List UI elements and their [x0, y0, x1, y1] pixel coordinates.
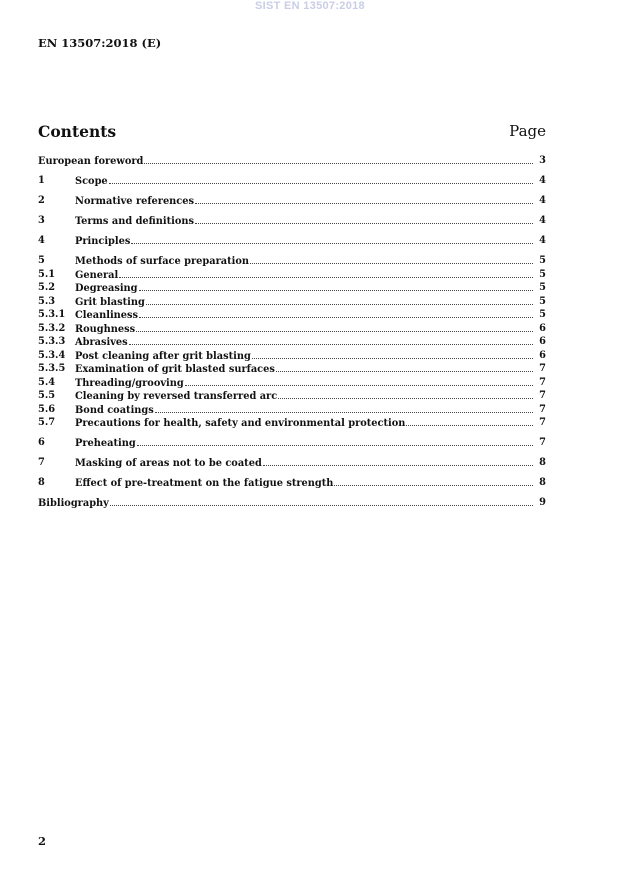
toc-entry-line	[75, 403, 534, 418]
toc-entry-title: Preheating	[75, 438, 136, 449]
toc-entry-number: 8	[38, 477, 45, 488]
dot-leader	[139, 308, 533, 318]
dot-leader	[119, 268, 533, 278]
toc-entry[interactable]	[38, 268, 546, 282]
toc-entry-page: 7	[539, 403, 546, 415]
toc-entry-title: Normative references	[75, 196, 195, 207]
toc-entry-number: 4	[38, 235, 45, 246]
toc-entry[interactable]	[38, 295, 546, 309]
toc-entry-number: 1	[38, 175, 45, 186]
dot-leader	[195, 194, 533, 204]
toc-entry-title: Post cleaning after grit blasting	[75, 350, 251, 362]
page-number: 2	[38, 834, 47, 848]
toc-entry-title: Cleanliness	[75, 310, 139, 321]
toc-entry-number: 5.3.2	[38, 322, 66, 334]
dot-leader	[146, 295, 533, 305]
toc-entry-number: 5.3	[38, 295, 56, 307]
toc-entry-line	[75, 362, 534, 377]
toc-entry[interactable]	[38, 234, 546, 248]
toc-entry-number: 5.4	[38, 376, 56, 388]
toc-entry-title: Bond coatings	[75, 404, 154, 416]
dot-leader	[131, 234, 533, 244]
standard-id: EN 13507:2018 (E)	[38, 36, 162, 50]
toc-entry-title: General	[75, 269, 119, 281]
dot-leader	[185, 376, 533, 386]
toc-entry-title: Effect of pre-treatment on the fatigue strength	[75, 478, 334, 489]
toc-entry-line	[38, 154, 534, 169]
toc-entry-page: 3	[539, 155, 546, 166]
toc-entry-title: Precautions for health, safety and environmental protection	[75, 418, 406, 429]
toc-entry-line	[75, 335, 534, 350]
toc-entry-page: 7	[539, 417, 546, 428]
toc-entry-line	[75, 416, 534, 431]
dot-leader	[278, 389, 533, 399]
toc-entry-title: Terms and definitions	[75, 216, 195, 227]
toc-entry-number: 5.6	[38, 403, 56, 415]
toc-entry-page: 5	[539, 295, 546, 307]
toc-entry-page: 4	[539, 215, 546, 226]
toc-entry-page: 7	[539, 363, 546, 374]
toc-entry-number: 5	[38, 255, 45, 266]
toc-entry-line	[75, 295, 534, 310]
page-column-label: Page	[509, 122, 546, 140]
toc-entry-number: 5.3.4	[38, 349, 66, 361]
toc-entry-page: 4	[539, 235, 546, 246]
dot-leader	[109, 174, 533, 184]
toc-entry[interactable]	[38, 389, 546, 403]
toc-entry-number: 7	[38, 457, 45, 468]
toc-entry-line	[75, 174, 534, 189]
toc-entry-page: 5	[539, 309, 546, 320]
toc-entry-number: 5.3.5	[38, 363, 66, 374]
toc-entry[interactable]	[38, 335, 546, 349]
toc-entry-title: Bibliography	[38, 498, 109, 509]
toc-entry-page: 5	[539, 268, 546, 280]
toc-entry-title: Grit blasting	[75, 296, 145, 308]
toc-entry-title: Cleaning by reversed transferred arc	[75, 391, 278, 402]
toc-entry[interactable]	[38, 194, 546, 208]
toc-entry-title: Masking of areas not to be coated	[75, 458, 262, 469]
dot-leader	[136, 322, 533, 332]
watermark: SIST EN 13507:2018	[255, 0, 365, 12]
toc-entry-line	[75, 281, 534, 296]
toc-entry-line	[75, 476, 534, 491]
toc-entry-line	[75, 268, 534, 283]
toc-entry[interactable]	[38, 403, 546, 417]
dot-leader	[276, 362, 533, 372]
toc-entry-line	[75, 308, 534, 323]
toc-entry-page: 7	[539, 437, 546, 448]
toc-entry[interactable]	[38, 416, 546, 430]
toc-entry[interactable]	[38, 214, 546, 228]
toc-entry-line	[75, 436, 534, 451]
toc-entry-number: 5.3.3	[38, 336, 66, 347]
toc-entry[interactable]	[38, 308, 546, 322]
contents-heading	[38, 122, 546, 144]
toc-entry-page: 5	[539, 282, 546, 293]
toc-entry-line	[75, 214, 534, 229]
toc-entry-number: 5.2	[38, 282, 56, 293]
toc-entry-page: 6	[539, 322, 546, 334]
contents-title: Contents	[38, 122, 117, 141]
toc-entry-page: 7	[539, 376, 546, 388]
toc-entry[interactable]	[38, 362, 546, 376]
toc-entry-line	[75, 349, 534, 364]
toc-entry-line	[75, 456, 534, 471]
dot-leader	[334, 476, 533, 486]
toc-entry-page: 6	[539, 349, 546, 361]
dot-leader	[406, 416, 533, 426]
toc-entry[interactable]	[38, 174, 546, 188]
dot-leader	[155, 403, 533, 413]
toc-entry[interactable]	[38, 436, 546, 450]
toc-entry-title: Methods of surface preparation	[75, 256, 250, 267]
toc-entry-number: 6	[38, 437, 45, 448]
dot-leader	[195, 214, 533, 224]
toc-entry[interactable]	[38, 376, 546, 390]
toc-entry-page: 4	[539, 175, 546, 186]
dot-leader	[139, 281, 533, 291]
toc-entry-page: 5	[539, 255, 546, 266]
toc-entry[interactable]	[38, 254, 546, 268]
toc-entry-page: 8	[539, 477, 546, 488]
toc-entry-page: 8	[539, 457, 546, 468]
dot-leader	[144, 154, 533, 164]
toc-entry-line	[75, 322, 534, 337]
dot-leader	[110, 496, 533, 506]
toc-entry-title: Degreasing	[75, 283, 138, 294]
toc-entry-title: Examination of grit blasted surfaces	[75, 364, 275, 375]
toc-entry-line	[75, 376, 534, 391]
toc-entry-title: Scope	[75, 176, 108, 187]
toc-entry-title: Principles	[75, 236, 131, 247]
toc-entry[interactable]	[38, 154, 546, 168]
toc-entry-number: 3	[38, 215, 45, 226]
toc-entry-title: Threading/grooving	[75, 377, 184, 389]
table-of-contents	[38, 154, 546, 510]
toc-entry-number: 5.3.1	[38, 309, 66, 320]
toc-entry[interactable]	[38, 496, 546, 510]
toc-entry-line	[75, 389, 534, 404]
toc-entry[interactable]	[38, 349, 546, 363]
toc-entry-page: 9	[539, 497, 546, 508]
dot-leader	[263, 456, 533, 466]
toc-entry[interactable]	[38, 456, 546, 470]
toc-entry-line	[75, 194, 534, 209]
dot-leader	[252, 349, 533, 359]
toc-entry-title: Roughness	[75, 323, 136, 335]
toc-entry-page: 6	[539, 336, 546, 347]
toc-entry-page: 7	[539, 390, 546, 401]
toc-entry[interactable]	[38, 322, 546, 336]
toc-entry-title: Abrasives	[75, 337, 128, 348]
toc-entry-line	[38, 496, 534, 511]
toc-entry[interactable]	[38, 476, 546, 490]
dot-leader	[250, 254, 533, 264]
toc-entry-number: 2	[38, 195, 45, 206]
toc-entry[interactable]	[38, 281, 546, 295]
toc-entry-line	[75, 254, 534, 269]
toc-entry-number: 5.1	[38, 268, 56, 280]
toc-entry-line	[75, 234, 534, 249]
toc-entry-page: 4	[539, 195, 546, 206]
dot-leader	[129, 335, 533, 345]
toc-entry-number: 5.5	[38, 390, 56, 401]
toc-entry-number: 5.7	[38, 417, 56, 428]
dot-leader	[137, 436, 533, 446]
toc-entry-title: European foreword	[38, 156, 144, 167]
